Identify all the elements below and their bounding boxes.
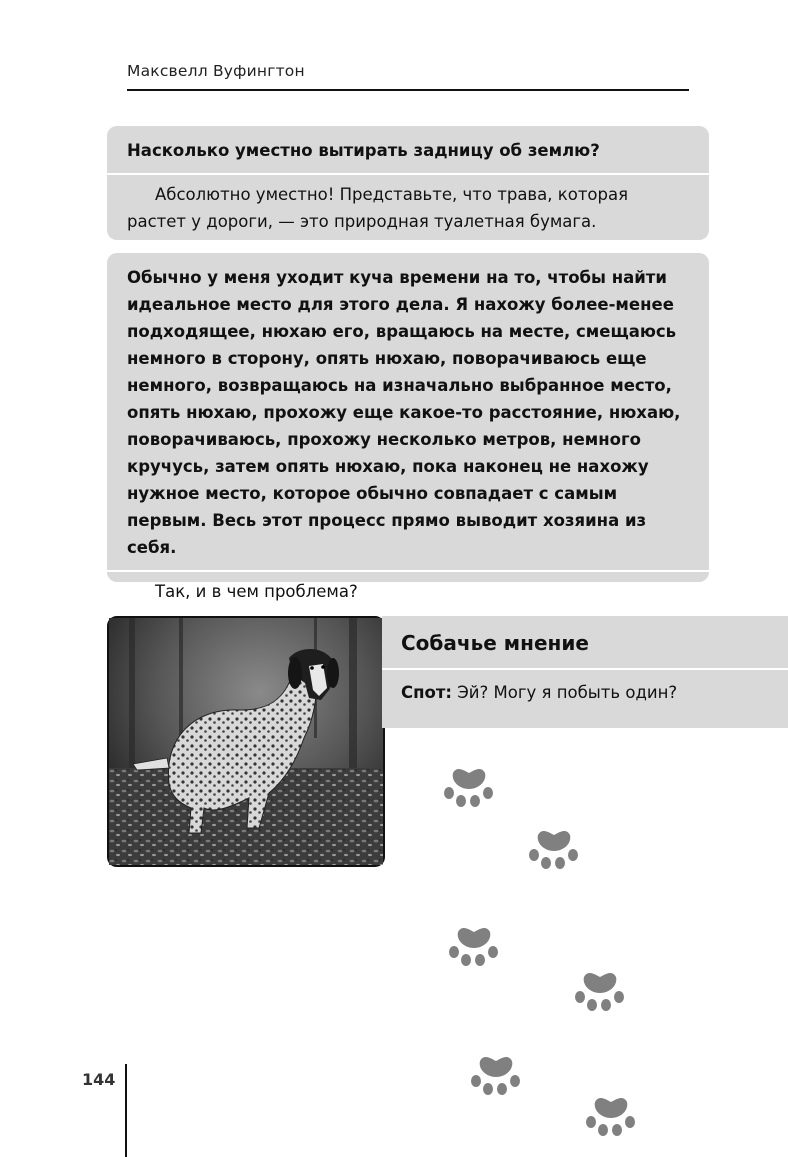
page-number-rule [125, 1064, 127, 1157]
qa-answer-1: Абсолютно уместно! Представьте, что трава, которая растет у дороги, — это природная туалетная бумага. [127, 185, 629, 231]
paw-print-icon [443, 765, 495, 811]
dog-opinion-title: Собачье мнение [401, 631, 589, 655]
qa-block-1 [107, 126, 709, 240]
dog-opinion-box [382, 616, 788, 728]
paw-print-icon [585, 1094, 637, 1140]
running-head-author: Максвелл Вуфингтон [127, 62, 305, 80]
paw-print-icon [470, 1053, 522, 1099]
qa-block-2 [107, 253, 709, 601]
dog-opinion-text: Эй? Могу я побыть один? [457, 683, 678, 702]
dog-photo [107, 616, 385, 867]
qa-question-1: Насколько уместно вытирать задницу об землю? [127, 141, 600, 160]
qa-question-2: Обычно у меня уходит куча времени на то, чтобы найти идеальное место для этого дела. Я нахожу более-менее подходящее, нюхаю его, вращаюсь на месте, смещаюсь немного в сторону, опять нюхаю, поворачиваюсь еще немного, возвращаюсь на изначально выбранное место, опять нюхаю, прохожу еще какое-то расстояние, нюхаю, поворачиваюсь, прохожу несколько метров, немного кручусь, затем опять нюхаю, пока наконец не нахожу нужное место, которое обычно совпадает с самым первым. Весь этот процесс прямо выводит хозяина из себя. [127, 268, 681, 557]
paw-print-icon [574, 969, 626, 1015]
paw-print-icon [448, 924, 500, 970]
dog-opinion-line [382, 670, 788, 715]
paw-print-icon [528, 827, 580, 873]
qa-answer-2: Так, и в чем проблема? [155, 582, 358, 601]
dog-opinion-speaker: Спот: [401, 683, 453, 702]
page-number: 144 [82, 1070, 116, 1089]
header-rule [127, 89, 689, 91]
